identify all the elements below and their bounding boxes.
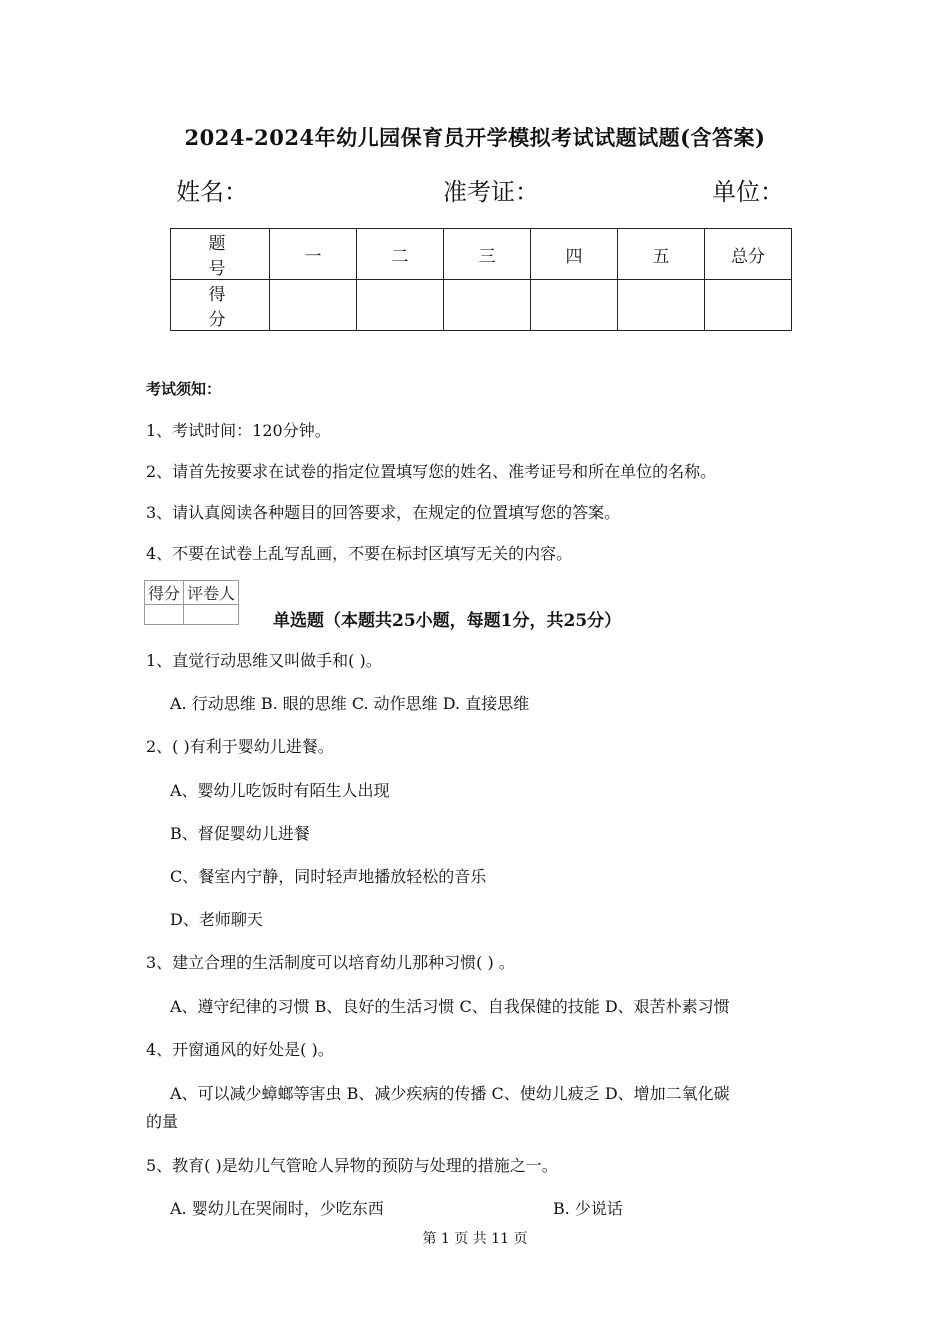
notice-item: 4、不要在试卷上乱写乱画，不要在标封区填写无关的内容。 [146, 544, 573, 563]
score-table-header-part-1: 一 [270, 229, 357, 280]
score-table-score-row [171, 280, 792, 331]
question-2-option-d: D、老师聊天 [170, 910, 263, 929]
name-field-label: 姓名： [176, 178, 248, 206]
question-2-option-a: A、婴幼儿吃饭时有陌生人出现 [170, 781, 390, 800]
notice-heading: 考试须知： [146, 380, 222, 398]
question-options-3: A、遵守纪律的习惯 B、良好的生活习惯 C、自我保健的技能 D、艰苦朴素习惯 [170, 997, 730, 1016]
score-table-header-part-5: 五 [618, 229, 705, 280]
page-footer: 第 1 页 共 11 页 [422, 1231, 528, 1247]
grader-box [144, 580, 239, 625]
score-table-score-label: 得 分 [171, 280, 270, 331]
score-table-header-part-2: 二 [357, 229, 444, 280]
score-table-header-total: 总分 [705, 229, 792, 280]
question-options-1: A. 行动思维 B. 眼的思维 C. 动作思维 D. 直接思维 [170, 694, 530, 713]
score-table-header-question-no: 题 号 [171, 229, 270, 280]
score-cell-part-2[interactable] [357, 280, 444, 331]
grader-reviewer-cell[interactable] [184, 605, 239, 625]
grader-reviewer-label: 评卷人 [184, 581, 239, 605]
question-stem-3: 3、建立合理的生活制度可以培育幼儿那种习惯( ) 。 [146, 953, 515, 972]
question-stem-5: 5、教育( )是幼儿气管呛人异物的预防与处理的措施之一。 [146, 1156, 558, 1175]
section-title: 单选题（本题共25小题，每题1分，共25分） [273, 611, 622, 631]
notice-item: 2、请首先按要求在试卷的指定位置填写您的姓名、准考证号和所在单位的名称。 [146, 462, 717, 481]
question-stem-1: 1、直觉行动思维又叫做手和( )。 [146, 651, 382, 670]
notice-item: 3、请认真阅读各种题目的回答要求，在规定的位置填写您的答案。 [146, 503, 621, 522]
score-cell-total[interactable] [705, 280, 792, 331]
question-5-option-b: B. 少说话 [553, 1199, 623, 1218]
score-table [170, 228, 792, 331]
exam-number-field-label: 准考证： [443, 178, 539, 206]
score-table-header-part-4: 四 [531, 229, 618, 280]
score-table-header-row [171, 229, 792, 280]
question-2-option-c: C、餐室内宁静，同时轻声地播放轻松的音乐 [170, 867, 487, 886]
question-stem-2: 2、( )有利于婴幼儿进餐。 [146, 737, 334, 756]
score-cell-part-1[interactable] [270, 280, 357, 331]
notice-item: 1、考试时间：120分钟。 [146, 421, 331, 440]
score-table-header-part-3: 三 [444, 229, 531, 280]
grader-score-label: 得分 [145, 581, 184, 605]
unit-field-label: 单位： [712, 178, 784, 206]
score-cell-part-5[interactable] [618, 280, 705, 331]
grader-score-cell[interactable] [145, 605, 184, 625]
page-title: 2024-2024年幼儿园保育员开学模拟考试试题试题(含答案) [184, 125, 766, 150]
question-2-option-b: B、督促婴幼儿进餐 [170, 824, 310, 843]
question-options-4-line-2: 的量 [146, 1112, 179, 1131]
question-options-4-line-1: A、可以减少蟑螂等害虫 B、减少疾病的传播 C、使幼儿疲乏 D、增加二氧化碳 [170, 1084, 730, 1103]
score-cell-part-3[interactable] [444, 280, 531, 331]
score-cell-part-4[interactable] [531, 280, 618, 331]
question-5-option-a: A. 婴幼儿在哭闹时，少吃东西 [170, 1199, 384, 1218]
question-stem-4: 4、开窗通风的好处是( )。 [146, 1040, 334, 1059]
